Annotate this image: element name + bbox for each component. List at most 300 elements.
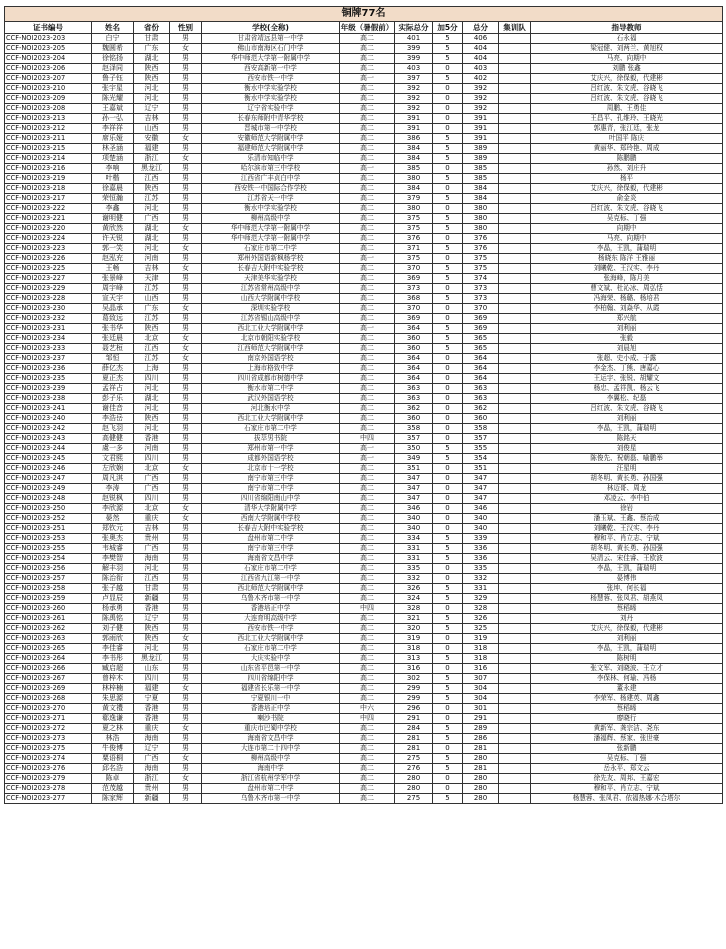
cell-province: 新疆 (134, 794, 170, 804)
cell-province: 甘肃 (134, 34, 170, 44)
cell-name: 牛俊博 (92, 744, 134, 754)
cell-training-team (499, 734, 531, 744)
cell-gender: 男 (170, 184, 202, 194)
cell-total: 281 (463, 764, 499, 774)
cell-gender: 女 (170, 684, 202, 694)
cell-bonus: 0 (433, 204, 463, 214)
cell-bonus: 0 (433, 524, 463, 534)
cell-training-team (499, 54, 531, 64)
cell-gender: 男 (170, 114, 202, 124)
col-header-cert-id: 证书编号 (5, 22, 92, 34)
cell-school: 海南中学 (202, 764, 340, 774)
cell-raw-score: 347 (395, 484, 433, 494)
cell-cert-id: CCF-NOI2023-229 (5, 284, 92, 294)
cell-name: 郭一笑 (92, 244, 134, 254)
cell-school: 南宁市第三中学 (202, 544, 340, 554)
cell-gender: 男 (170, 654, 202, 664)
cell-training-team (499, 604, 531, 614)
cell-total: 355 (463, 444, 499, 454)
cell-province: 甘肃 (134, 584, 170, 594)
table-row (5, 554, 723, 564)
cell-cert-id: CCF-NOI2023-269 (5, 684, 92, 694)
cell-raw-score: 391 (395, 124, 433, 134)
cell-bonus: 5 (433, 154, 463, 164)
cell-bonus: 5 (433, 214, 463, 224)
cell-total: 365 (463, 344, 499, 354)
cell-school: 海南省文昌中学 (202, 734, 340, 744)
cell-teachers: 吕红波、朱文虎、谷晓飞 (531, 204, 723, 214)
cell-school: 石家庄市第二中学 (202, 424, 340, 434)
cell-training-team (499, 504, 531, 514)
cell-teachers: 杨平 (531, 174, 723, 184)
cell-bonus: 0 (433, 634, 463, 644)
cell-total: 280 (463, 754, 499, 764)
col-header-raw-score: 实际总分 (395, 22, 433, 34)
cell-training-team (499, 394, 531, 404)
cell-cert-id: CCF-NOI2023-277 (5, 794, 92, 804)
cell-teachers: 吕红波、朱文虎、谷晓飞 (531, 404, 723, 414)
cell-cert-id: CCF-NOI2023-246 (5, 464, 92, 474)
cell-province: 广西 (134, 484, 170, 494)
cell-school: 郑州外国语新枫杨学校 (202, 254, 340, 264)
cell-province: 吉林 (134, 524, 170, 534)
cell-teachers: 徐岩 (531, 504, 723, 514)
cell-gender: 女 (170, 504, 202, 514)
cell-raw-score: 399 (395, 44, 433, 54)
cell-province: 河北 (134, 84, 170, 94)
cell-gender: 女 (170, 244, 202, 254)
cell-total: 370 (463, 304, 499, 314)
cell-teachers: 郭惠青，张江廷，张龙 (531, 124, 723, 134)
cell-training-team (499, 354, 531, 364)
cell-name: 张书华 (92, 324, 134, 334)
cell-bonus: 0 (433, 664, 463, 674)
cell-teachers: 杨慧蓉、张凤君、依福热娜·木合塔尔 (531, 794, 723, 804)
cell-teachers: 刘曦乾、王汉实、李丹 (531, 524, 723, 534)
cell-school: 江苏省锡山高级中学 (202, 314, 340, 324)
cell-school: 福建省长乐第一中学 (202, 684, 340, 694)
cell-cert-id: CCF-NOI2023-259 (5, 594, 92, 604)
cell-gender: 女 (170, 44, 202, 54)
cell-bonus: 0 (433, 714, 463, 724)
cell-teachers: 艾庆兴，徐保毅，代建彬 (531, 624, 723, 634)
cell-school: 西安高新第一中学 (202, 64, 340, 74)
cell-gender: 男 (170, 644, 202, 654)
cell-grade: 高二 (340, 554, 395, 564)
cell-raw-score: 316 (395, 664, 433, 674)
cell-school: 晋城市第一中学校 (202, 124, 340, 134)
cell-cert-id: CCF-NOI2023-249 (5, 484, 92, 494)
cell-grade: 高二 (340, 114, 395, 124)
cell-gender: 男 (170, 404, 202, 414)
cell-raw-score: 375 (395, 214, 433, 224)
cell-province: 陕西 (134, 74, 170, 84)
cell-total: 385 (463, 174, 499, 184)
cell-gender: 男 (170, 764, 202, 774)
cell-training-team (499, 654, 531, 664)
cell-cert-id: CCF-NOI2023-230 (5, 304, 92, 314)
cell-gender: 男 (170, 94, 202, 104)
cell-name: 邱名浩 (92, 764, 134, 774)
cell-name: 孟祥占 (92, 384, 134, 394)
cell-total: 325 (463, 624, 499, 634)
cell-teachers: 刘利丽 (531, 634, 723, 644)
cell-teachers: 董永建 (531, 684, 723, 694)
cell-training-team (499, 144, 531, 154)
cell-raw-score: 346 (395, 504, 433, 514)
cell-training-team (499, 694, 531, 704)
cell-raw-score: 280 (395, 784, 433, 794)
cell-teachers: 穆和平、肖立志、宁斌 (531, 534, 723, 544)
cell-gender: 男 (170, 274, 202, 284)
cell-cert-id: CCF-NOI2023-204 (5, 54, 92, 64)
cell-school: 四川省成都市树德中学 (202, 374, 340, 384)
cell-province: 陕西 (134, 64, 170, 74)
cell-cert-id: CCF-NOI2023-233 (5, 344, 92, 354)
cell-cert-id: CCF-NOI2023-228 (5, 294, 92, 304)
cell-cert-id: CCF-NOI2023-212 (5, 124, 92, 134)
cell-total: 385 (463, 164, 499, 174)
table-row (5, 284, 723, 294)
cell-gender: 男 (170, 64, 202, 74)
cell-bonus: 0 (433, 604, 463, 614)
cell-bonus: 5 (433, 444, 463, 454)
cell-bonus: 0 (433, 774, 463, 784)
cell-gender: 男 (170, 74, 202, 84)
cell-cert-id: CCF-NOI2023-234 (5, 334, 92, 344)
cell-gender: 男 (170, 574, 202, 584)
cell-training-team (499, 94, 531, 104)
table-row (5, 124, 723, 134)
cell-teachers: 汪星明 (531, 464, 723, 474)
cell-cert-id: CCF-NOI2023-252 (5, 514, 92, 524)
cell-bonus: 5 (433, 144, 463, 154)
cell-teachers: 刘鹏 张鑫 (531, 64, 723, 74)
cell-training-team (499, 554, 531, 564)
cell-total: 376 (463, 234, 499, 244)
cell-province: 新疆 (134, 594, 170, 604)
cell-cert-id: CCF-NOI2023-274 (5, 754, 92, 764)
cell-cert-id: CCF-NOI2023-276 (5, 764, 92, 774)
table-row (5, 224, 723, 234)
table-row (5, 44, 723, 54)
cell-raw-score: 376 (395, 234, 433, 244)
cell-grade: 高二 (340, 474, 395, 484)
cell-gender: 男 (170, 364, 202, 374)
cell-raw-score: 384 (395, 184, 433, 194)
cell-cert-id: CCF-NOI2023-232 (5, 314, 92, 324)
cell-school: 上海市格致中学 (202, 364, 340, 374)
cell-training-team (499, 784, 531, 794)
cell-cert-id: CCF-NOI2023-207 (5, 74, 92, 84)
cell-raw-score: 363 (395, 394, 433, 404)
cell-bonus: 0 (433, 374, 463, 384)
cell-name: 薛亿杰 (92, 364, 134, 374)
cell-province: 湖北 (134, 394, 170, 404)
cell-school: 衡水中学实验学校 (202, 84, 340, 94)
cell-school: 衡水中学实验学校 (202, 94, 340, 104)
cell-raw-score: 368 (395, 294, 433, 304)
cell-grade: 高二 (340, 414, 395, 424)
cell-name: 赵泽同 (92, 64, 134, 74)
cell-total: 391 (463, 114, 499, 124)
cell-grade: 中六 (340, 704, 395, 714)
cell-province: 香港 (134, 704, 170, 714)
cell-gender: 男 (170, 454, 202, 464)
cell-school: 深圳实验学校 (202, 304, 340, 314)
cell-total: 335 (463, 564, 499, 574)
cell-total: 347 (463, 474, 499, 484)
cell-grade: 高二 (340, 754, 395, 764)
cell-gender: 男 (170, 34, 202, 44)
cell-teachers: 岳永平、郑文云 (531, 764, 723, 774)
cell-cert-id: CCF-NOI2023-203 (5, 34, 92, 44)
cell-cert-id: CCF-NOI2023-242 (5, 424, 92, 434)
cell-gender: 男 (170, 424, 202, 434)
table-title: 铜牌77名 (5, 7, 723, 22)
cell-training-team (499, 274, 531, 284)
table-row (5, 264, 723, 274)
cell-bonus: 5 (433, 684, 463, 694)
cell-grade: 高二 (340, 224, 395, 234)
cell-teachers: 李晶，王凯，蒲瑞明 (531, 644, 723, 654)
table-row (5, 294, 723, 304)
col-header-total: 总分 (463, 22, 499, 34)
cell-bonus: 0 (433, 234, 463, 244)
cell-name: 王嘉斌 (92, 104, 134, 114)
cell-bonus: 5 (433, 534, 463, 544)
cell-raw-score: 401 (395, 34, 433, 44)
cell-training-team (499, 44, 531, 54)
cell-bonus: 0 (433, 64, 463, 74)
cell-cert-id: CCF-NOI2023-260 (5, 604, 92, 614)
cell-province: 四川 (134, 494, 170, 504)
cell-grade: 高二 (340, 484, 395, 494)
cell-province: 陕西 (134, 414, 170, 424)
cell-raw-score: 350 (395, 444, 433, 454)
cell-gender: 男 (170, 214, 202, 224)
cell-bonus: 5 (433, 674, 463, 684)
cell-teachers: 张坤、何长福 (531, 584, 723, 594)
cell-raw-score: 375 (395, 254, 433, 264)
cell-name: 聂艺桓 (92, 344, 134, 354)
cell-bonus: 5 (433, 734, 463, 744)
cell-raw-score: 349 (395, 454, 433, 464)
cell-gender: 男 (170, 704, 202, 714)
cell-name: 魏圆希 (92, 44, 134, 54)
cell-school: 武汉外国语学校 (202, 394, 340, 404)
table-row (5, 694, 723, 704)
cell-grade: 高二 (340, 774, 395, 784)
cell-school: 江西师范大学附属中学 (202, 344, 340, 354)
cell-cert-id: CCF-NOI2023-253 (5, 534, 92, 544)
table-row (5, 174, 723, 184)
cell-bonus: 5 (433, 344, 463, 354)
cell-name: 陈家辉 (92, 794, 134, 804)
cell-raw-score: 357 (395, 434, 433, 444)
cell-province: 贵州 (134, 784, 170, 794)
cell-total: 404 (463, 44, 499, 54)
cell-total: 392 (463, 94, 499, 104)
cell-name: 孙一弘 (92, 114, 134, 124)
cell-name: 项楚涵 (92, 154, 134, 164)
cell-raw-score: 281 (395, 734, 433, 744)
cell-school: 南京外国语学校 (202, 354, 340, 364)
cell-bonus: 5 (433, 624, 463, 634)
cell-cert-id: CCF-NOI2023-215 (5, 144, 92, 154)
cell-bonus: 5 (433, 244, 463, 254)
table-row (5, 404, 723, 414)
cell-school: 大庆实验中学 (202, 654, 340, 664)
cell-province: 河北 (134, 244, 170, 254)
cell-bonus: 0 (433, 784, 463, 794)
cell-raw-score: 328 (395, 604, 433, 614)
cell-training-team (499, 534, 531, 544)
table-body (5, 34, 723, 804)
cell-province: 香港 (134, 434, 170, 444)
cell-cert-id: CCF-NOI2023-208 (5, 104, 92, 114)
cell-bonus: 0 (433, 434, 463, 444)
cell-name: 林圣涵 (92, 144, 134, 154)
cell-training-team (499, 314, 531, 324)
cell-training-team (499, 664, 531, 674)
cell-teachers: 郑兴航 (531, 314, 723, 324)
cell-gender: 男 (170, 374, 202, 384)
cell-teachers: 艾庆兴，徐保毅，代建彬 (531, 74, 723, 84)
cell-bonus: 5 (433, 54, 463, 64)
cell-gender: 男 (170, 534, 202, 544)
cell-cert-id: CCF-NOI2023-236 (5, 364, 92, 374)
cell-bonus: 0 (433, 384, 463, 394)
cell-raw-score: 362 (395, 404, 433, 414)
cell-school: 柳州高级中学 (202, 214, 340, 224)
cell-grade: 高二 (340, 634, 395, 644)
cell-bonus: 5 (433, 614, 463, 624)
table-row (5, 34, 723, 44)
cell-name: 曾梓木 (92, 674, 134, 684)
cell-name: 邹恒 (92, 354, 134, 364)
cell-teachers: 蔡稻晞 (531, 604, 723, 614)
cell-grade: 高二 (340, 534, 395, 544)
cell-total: 360 (463, 414, 499, 424)
cell-gender: 男 (170, 474, 202, 484)
cell-grade: 高二 (340, 234, 395, 244)
cell-raw-score: 331 (395, 544, 433, 554)
cell-grade: 高二 (340, 344, 395, 354)
cell-bonus: 5 (433, 294, 463, 304)
cell-name: 叶楷 (92, 174, 134, 184)
cell-teachers: 吴克标、丁强 (531, 214, 723, 224)
cell-raw-score: 318 (395, 644, 433, 654)
table-row (5, 754, 723, 764)
cell-bonus: 5 (433, 654, 463, 664)
cell-name: 文君熙 (92, 454, 134, 464)
cell-training-team (499, 224, 531, 234)
cell-total: 404 (463, 54, 499, 64)
cell-province: 河北 (134, 644, 170, 654)
cell-grade: 高二 (340, 154, 395, 164)
cell-total: 392 (463, 104, 499, 114)
cell-grade: 高二 (340, 284, 395, 294)
cell-name: 陈光耀 (92, 94, 134, 104)
cell-grade: 高二 (340, 724, 395, 734)
cell-grade: 高二 (340, 644, 395, 654)
table-row (5, 674, 723, 684)
table-row (5, 254, 723, 264)
cell-total: 365 (463, 334, 499, 344)
cell-grade: 高二 (340, 674, 395, 684)
cell-teachers: 邓凌云、李中伯 (531, 494, 723, 504)
cell-training-team (499, 134, 531, 144)
cell-grade: 中四 (340, 714, 395, 724)
cell-cert-id: CCF-NOI2023-264 (5, 654, 92, 664)
cell-teachers: 陈树明 (531, 654, 723, 664)
cell-bonus: 5 (433, 224, 463, 234)
cell-school: 柳州高级中学 (202, 754, 340, 764)
cell-raw-score: 384 (395, 144, 433, 154)
cell-bonus: 0 (433, 314, 463, 324)
cell-school: 西南大学附属中学校 (202, 514, 340, 524)
cell-province: 贵州 (134, 534, 170, 544)
cell-training-team (499, 124, 531, 134)
cell-training-team (499, 454, 531, 464)
cell-school: 西安铁一中国际合作学校 (202, 184, 340, 194)
cell-gender: 女 (170, 344, 202, 354)
cell-teachers: 叶国平 陈庆 (531, 134, 723, 144)
cell-cert-id: CCF-NOI2023-214 (5, 154, 92, 164)
table-row (5, 314, 723, 324)
cell-teachers: 刘利丽 (531, 324, 723, 334)
cell-cert-id: CCF-NOI2023-244 (5, 444, 92, 454)
cell-school: 香港培正中学 (202, 604, 340, 614)
cell-name: 李涛 (92, 484, 134, 494)
cell-teachers: 张毅 (531, 334, 723, 344)
cell-school: 大连育明高级中学 (202, 614, 340, 624)
table-row (5, 234, 723, 244)
cell-school: 石家庄市第二中学 (202, 244, 340, 254)
cell-grade: 高二 (340, 514, 395, 524)
table-row (5, 584, 723, 594)
cell-total: 289 (463, 724, 499, 734)
cell-raw-score: 319 (395, 634, 433, 644)
cell-cert-id: CCF-NOI2023-255 (5, 544, 92, 554)
cell-raw-score: 380 (395, 204, 433, 214)
cell-total: 347 (463, 484, 499, 494)
cell-cert-id: CCF-NOI2023-265 (5, 644, 92, 654)
cell-name: 林浩 (92, 734, 134, 744)
cell-cert-id: CCF-NOI2023-267 (5, 674, 92, 684)
cell-teachers: 李晶，王凯，蒲瑞明 (531, 424, 723, 434)
cell-total: 391 (463, 134, 499, 144)
cell-total: 364 (463, 374, 499, 384)
cell-raw-score: 326 (395, 584, 433, 594)
cell-raw-score: 363 (395, 384, 433, 394)
cell-province: 香港 (134, 714, 170, 724)
cell-total: 347 (463, 494, 499, 504)
cell-bonus: 5 (433, 264, 463, 274)
cell-cert-id: CCF-NOI2023-240 (5, 414, 92, 424)
cell-raw-score: 347 (395, 494, 433, 504)
cell-raw-score: 364 (395, 364, 433, 374)
cell-cert-id: CCF-NOI2023-213 (5, 114, 92, 124)
cell-grade: 高二 (340, 564, 395, 574)
cell-province: 辽宁 (134, 104, 170, 114)
cell-name: 许天锐 (92, 234, 134, 244)
cell-cert-id: CCF-NOI2023-218 (5, 184, 92, 194)
table-row (5, 774, 723, 784)
cell-school: 福建师范大学附属中学 (202, 144, 340, 154)
cell-name: 白宁 (92, 34, 134, 44)
